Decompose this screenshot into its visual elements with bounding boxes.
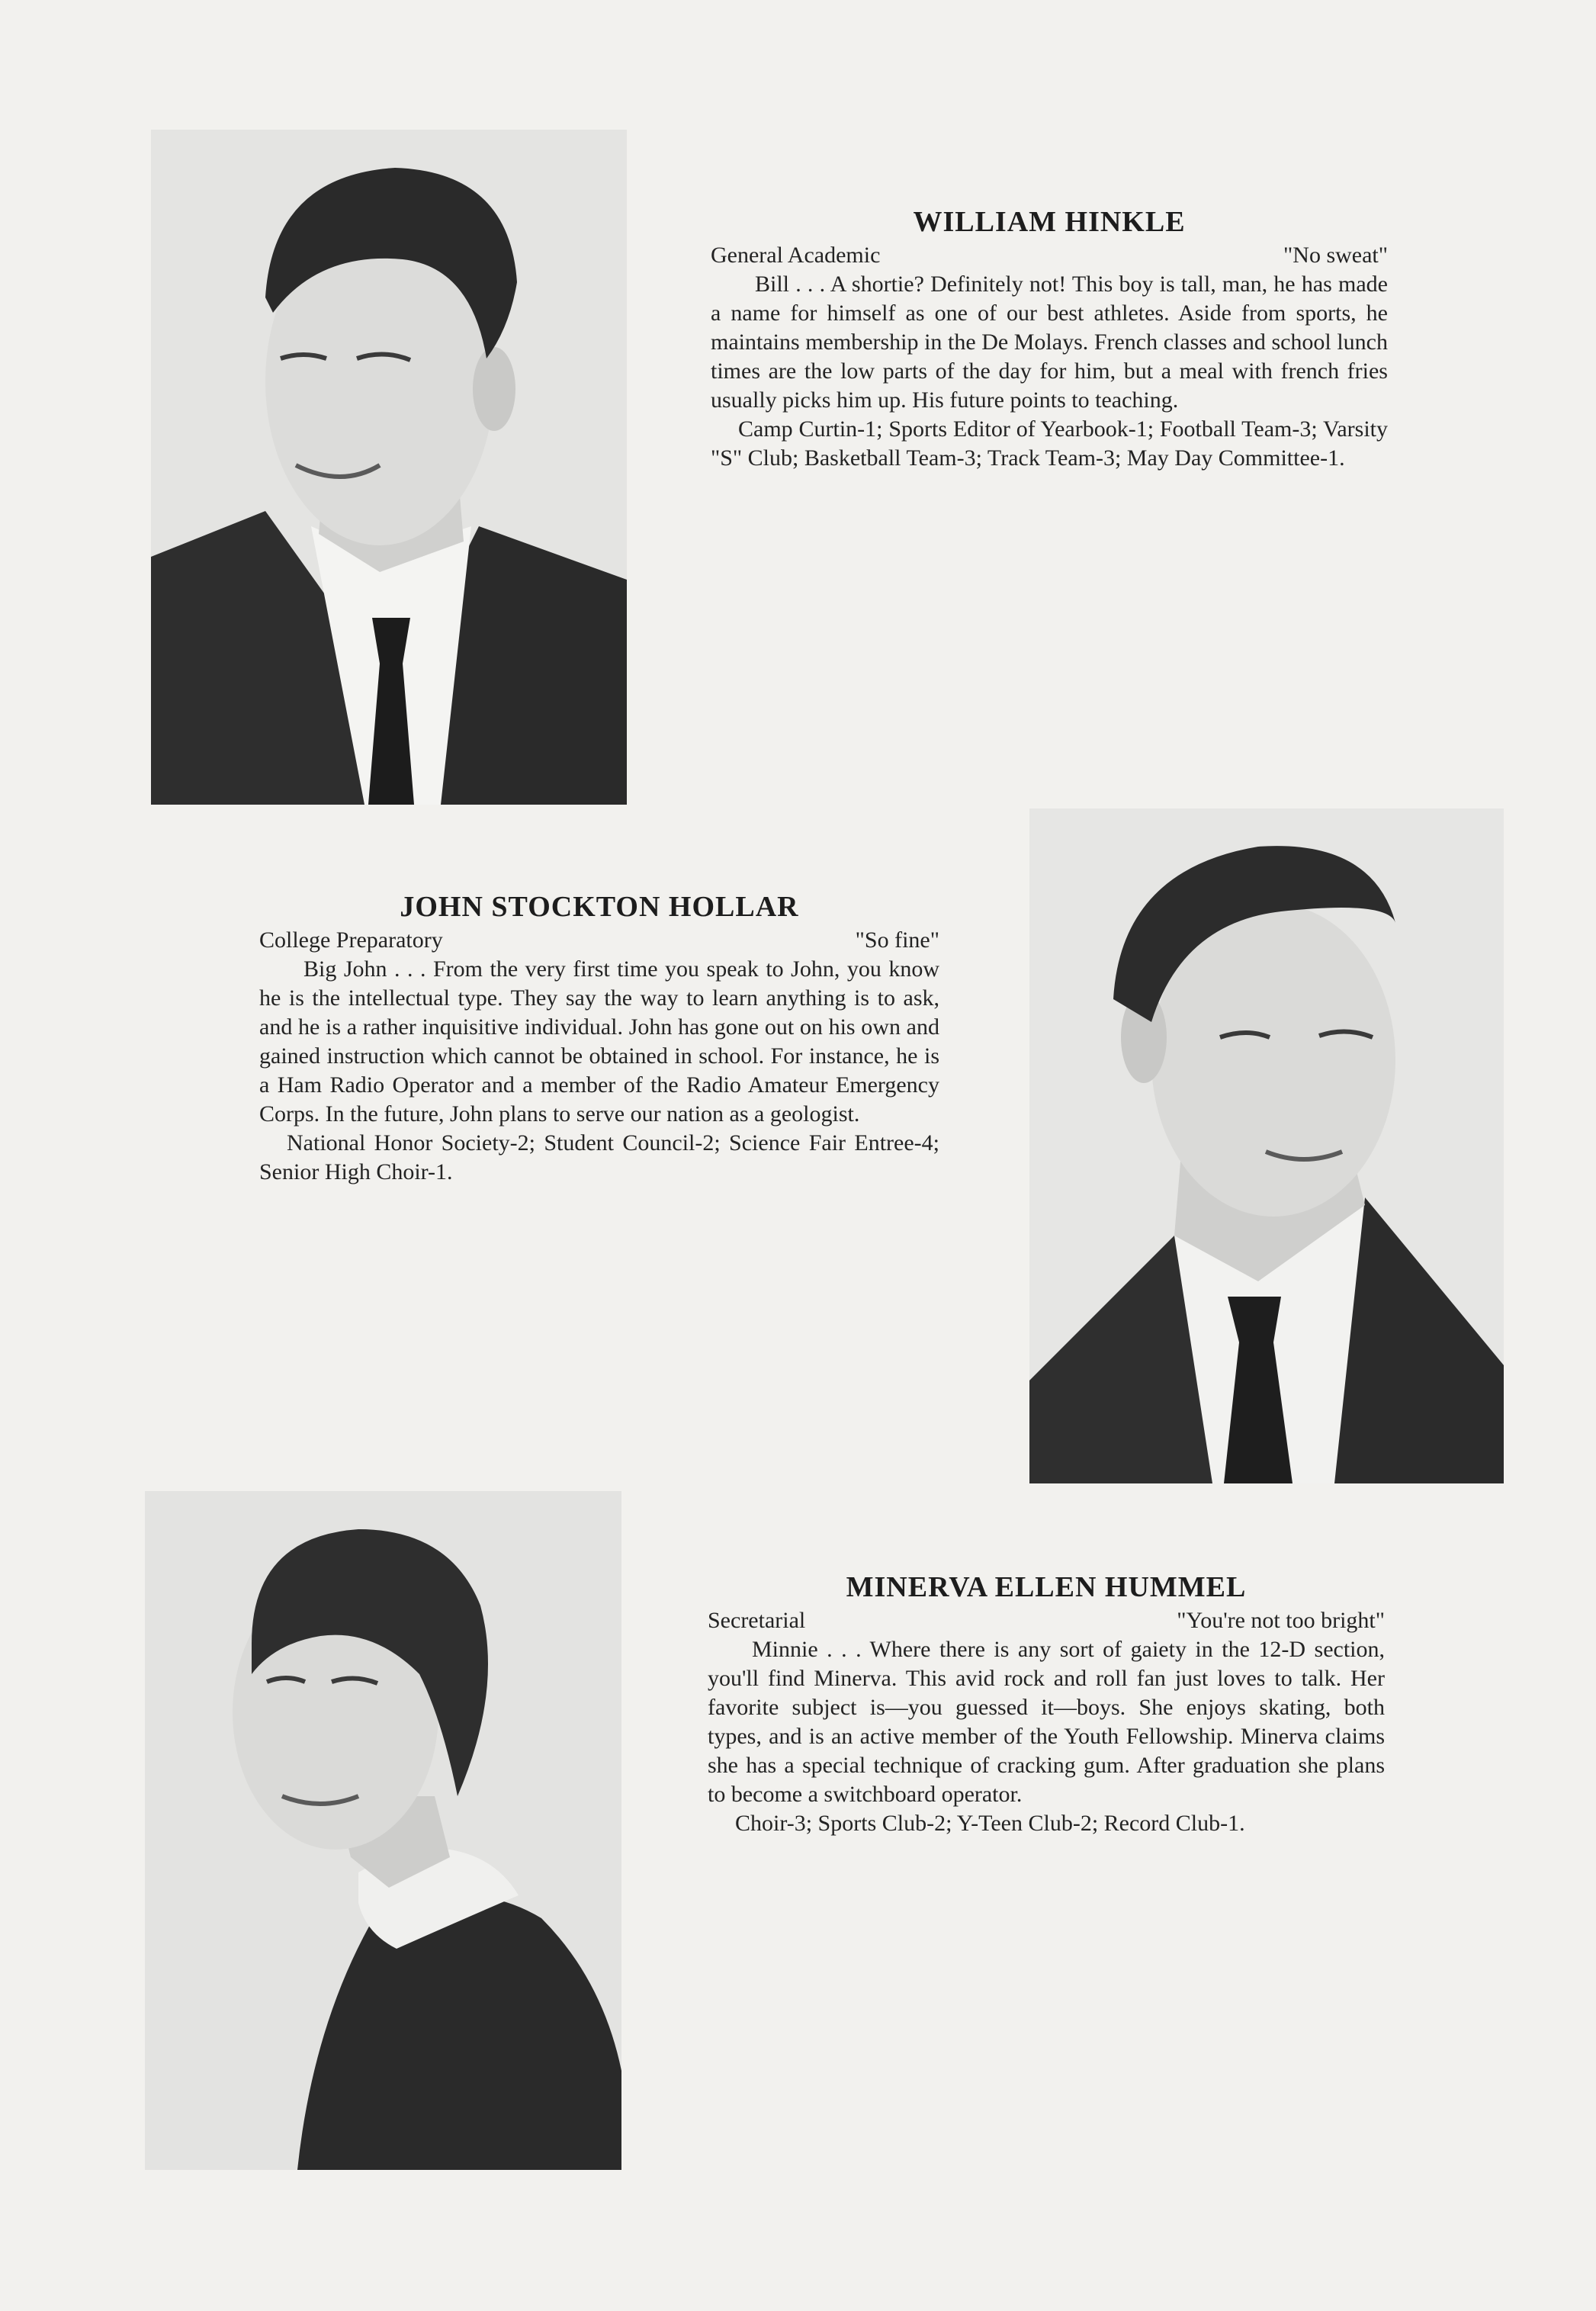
activities: National Honor Society-2; Student Council-2; Science Fair Entree-4; Senior High Choir-1. <box>259 1130 939 1184</box>
student-name: MINERVA ELLEN HUMMEL <box>846 1571 1247 1603</box>
senior-quote: "So fine" <box>855 927 939 953</box>
portrait-william-hinkle <box>151 130 627 805</box>
course-quote-line <box>708 1606 1385 1635</box>
course-quote-line <box>259 926 939 955</box>
biography: Minnie . . . Where there is any sort of gaiety in the 12-D section, you'll find Minerva. This avid rock and roll fan just loves to talk. Her favorite subject is—you guessed it—boys. She enjoys skating, both types, and is an active member of the Youth Fellowship. Minerva claims she has a special technique of cracking gum. After graduation she plans to become a switchboard operator. <box>708 1637 1385 1807</box>
activities: Camp Curtin-1; Sports Editor of Yearbook-1; Football Team-3; Varsity "S" Club; Basketball Team-3; Track Team-3; May Day Committee-1. <box>711 416 1388 471</box>
portrait-john-stockton-hollar <box>1029 808 1504 1483</box>
entry-william-hinkle <box>711 207 1388 473</box>
course: College Preparatory <box>259 927 443 953</box>
course-quote-line <box>711 241 1388 270</box>
course: General Academic <box>711 243 881 268</box>
student-name: JOHN STOCKTON HOLLAR <box>400 891 799 923</box>
biography: Big John . . . From the very first time you speak to John, you know he is the intellectual type. They say the way to learn anything is to ask, and he is a rather inquisitive individual. John has gone out on his own and gained instruction which cannot be obtained in school. For instance, he is a Ham Radio Operator and a member of the Radio Amateur Emergency Corps. In the future, John plans to serve our nation as a geologist. <box>259 956 939 1127</box>
course: Secretarial <box>708 1608 806 1633</box>
senior-quote: "You're not too bright" <box>1177 1608 1385 1633</box>
portrait-minerva-ellen-hummel <box>145 1491 621 2170</box>
activities: Choir-3; Sports Club-2; Y-Teen Club-2; Record Club-1. <box>735 1811 1245 1836</box>
entry-john-stockton-hollar <box>259 892 939 1187</box>
entry-minerva-ellen-hummel <box>708 1573 1385 1838</box>
biography: Bill . . . A shortie? Definitely not! This boy is tall, man, he has made a name for himself as one of our best athletes. Aside from sports, he maintains membership in the De Molays. French classes and school lunch times are the low parts of the day for him, but a meal with french fries usually picks him up. His future points to teaching. <box>711 272 1388 413</box>
student-name: WILLIAM HINKLE <box>913 206 1186 238</box>
senior-quote: "No sweat" <box>1283 243 1388 268</box>
